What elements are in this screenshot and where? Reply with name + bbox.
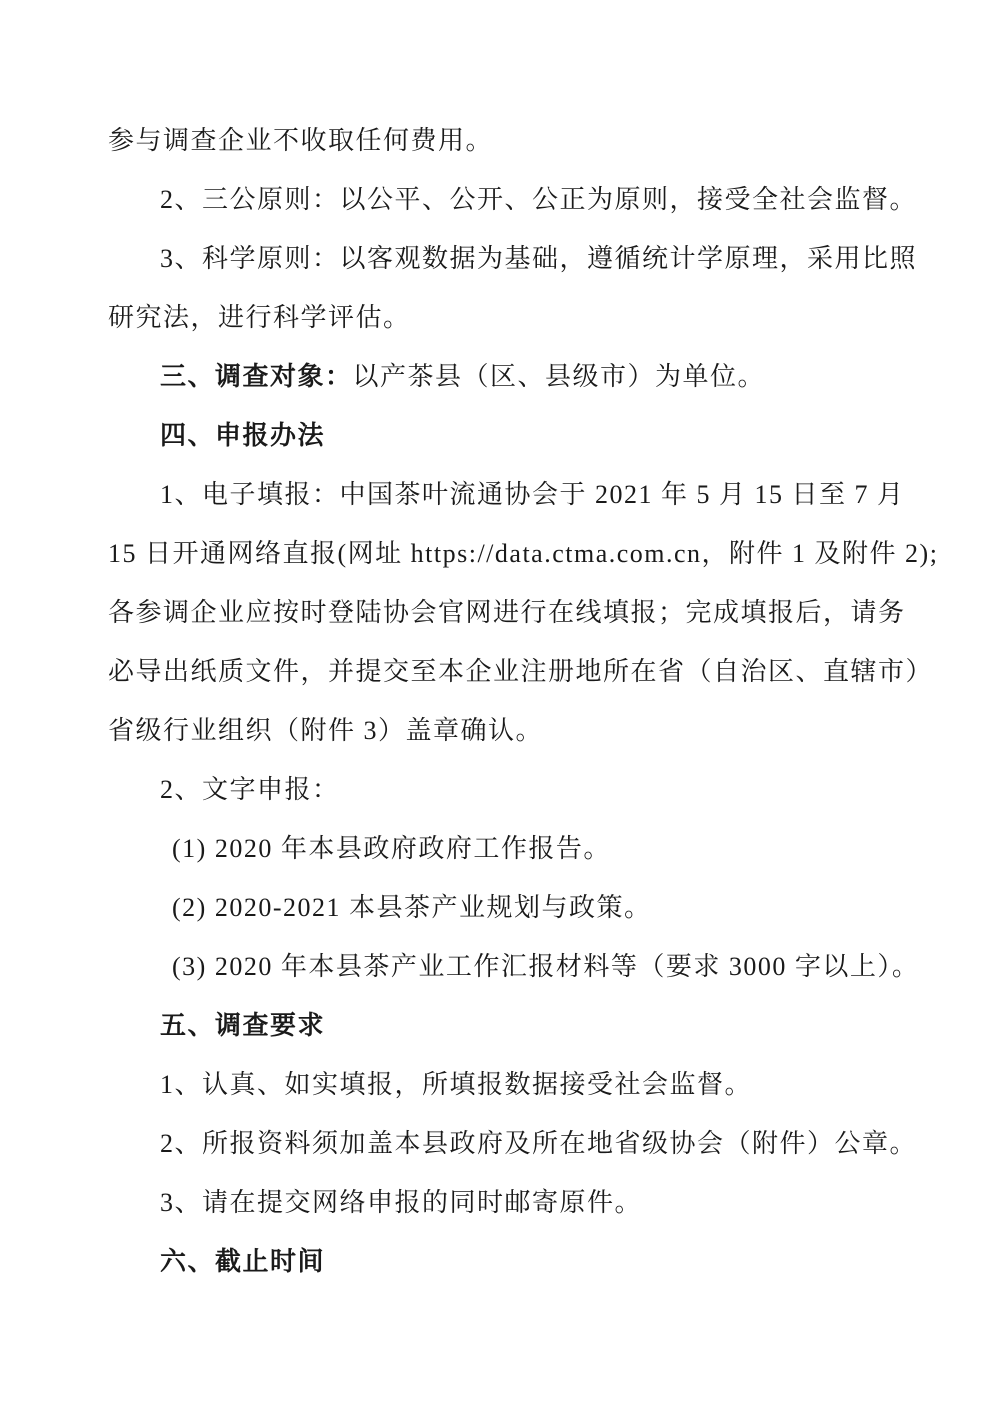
requirement-1: 1、认真、如实填报，所填报数据接受社会监督。 bbox=[160, 1070, 753, 1099]
fee-note-line: 参与调查企业不收取任何费用。 bbox=[108, 126, 494, 155]
text-filing-heading: 2、文字申报： bbox=[160, 775, 340, 804]
requirement-3: 3、请在提交网络申报的同时邮寄原件。 bbox=[160, 1188, 643, 1217]
section-heading-deadline: 六、截止时间 bbox=[160, 1247, 326, 1276]
electronic-filing-line1: 1、电子填报：中国茶叶流通协会于 2021 年 5 月 15 日至 7 月 bbox=[160, 480, 905, 509]
text-filing-item-1: (1) 2020 年本县政府政府工作报告。 bbox=[172, 834, 611, 863]
electronic-filing-line3: 各参调企业应按时登陆协会官网进行在线填报；完成填报后，请务 bbox=[108, 598, 906, 627]
requirement-2: 2、所报资料须加盖本县政府及所在地省级协会（附件）公章。 bbox=[160, 1129, 918, 1158]
electronic-filing-line2-suffix: ，附件 1 及附件 2); bbox=[701, 539, 939, 568]
electronic-filing-line4: 必导出纸质文件，并提交至本企业注册地所在省（自治区、直辖市） bbox=[108, 657, 934, 686]
text-filing-item-3: (3) 2020 年本县茶产业工作汇报材料等（要求 3000 字以上）。 bbox=[172, 952, 920, 981]
section-survey-target bbox=[108, 347, 919, 406]
principle-three-publics: 2、三公原则：以公平、公开、公正为原则，接受全社会监督。 bbox=[160, 185, 918, 214]
section-heading-survey-requirements: 五、调查要求 bbox=[160, 1011, 326, 1040]
report-url: https://data.ctma.com.cn bbox=[410, 539, 702, 568]
electronic-filing-line2 bbox=[108, 524, 939, 583]
text-filing-item-2: (2) 2020-2021 本县茶产业规划与政策。 bbox=[172, 893, 652, 922]
section-heading-application-method: 四、申报办法 bbox=[160, 421, 326, 450]
principle-scientific-line1: 3、科学原则：以客观数据为基础，遵循统计学原理，采用比照 bbox=[160, 244, 918, 273]
section-survey-target-text: 以产茶县（区、县级市）为单位。 bbox=[352, 362, 766, 391]
section-survey-target-label: 三、调查对象： bbox=[160, 362, 353, 391]
electronic-filing-line2-prefix: 15 日开通网络直报(网址 bbox=[108, 539, 411, 568]
electronic-filing-line5: 省级行业组织（附件 3）盖章确认。 bbox=[108, 716, 544, 745]
principle-scientific-line2: 研究法，进行科学评估。 bbox=[108, 303, 411, 332]
